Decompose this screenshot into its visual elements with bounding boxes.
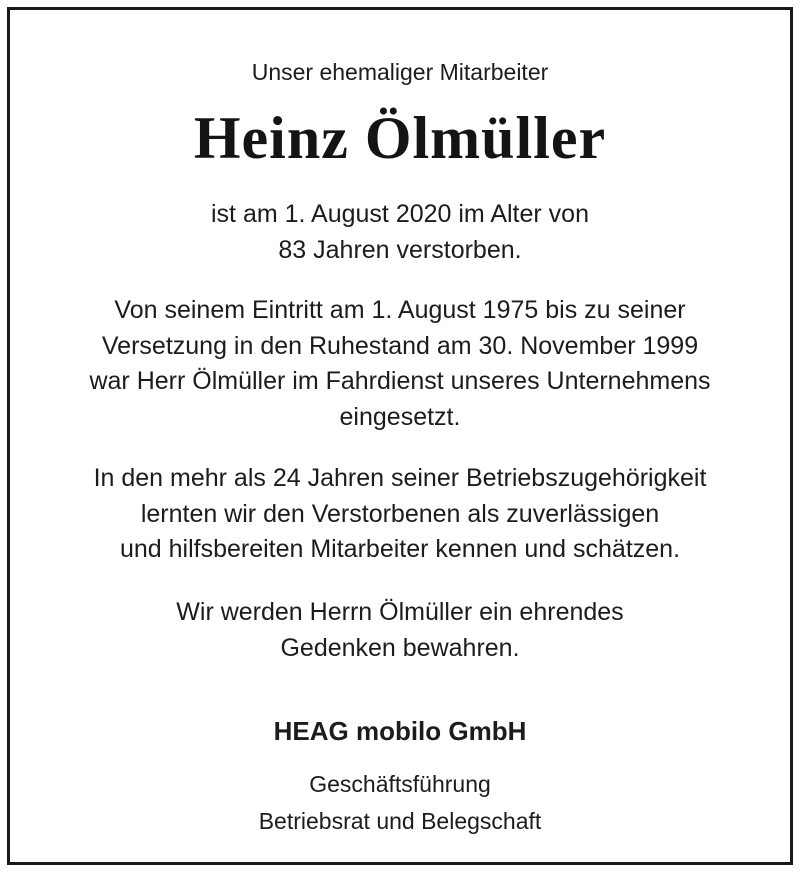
death-paragraph	[10, 197, 790, 268]
signatories	[10, 766, 790, 840]
death-line: ist am 1. August 2020 im Alter von	[211, 200, 589, 228]
tribute-paragraph	[10, 461, 790, 568]
company-name: HEAG mobilo GmbH	[273, 716, 527, 746]
career-line: war Herr Ölmüller im Fahrdienst unseres Unternehmens	[89, 367, 711, 395]
memory-line: Wir werden Herrn Ölmüller ein ehrendes	[176, 598, 624, 626]
career-line: Versetzung in den Ruhestand am 30. November 1999	[101, 331, 699, 360]
signatory-line: Betriebsrat und Belegschaft	[258, 808, 542, 834]
career-line: Von seinem Eintritt am 1. August 1975 bis zu seiner	[114, 296, 686, 324]
tribute-line: In den mehr als 24 Jahren seiner Betriebszugehörigkeit	[93, 464, 707, 492]
deceased-name: Heinz Ölmüller	[193, 105, 607, 171]
tribute-line: lernten wir den Verstorbenen als zuverlässigen	[140, 499, 660, 528]
obituary-frame	[7, 7, 793, 865]
memory-paragraph	[10, 595, 790, 666]
memory-line: Gedenken bewahren.	[280, 633, 520, 662]
death-line: 83 Jahren verstorben.	[278, 235, 522, 264]
signatory-line: Geschäftsführung	[309, 771, 491, 797]
career-paragraph	[10, 293, 790, 435]
tribute-line: und hilfsbereiten Mitarbeiter kennen und schätzen.	[119, 535, 681, 563]
career-line: eingesetzt.	[339, 402, 461, 431]
intro-text: Unser ehemaliger Mitarbeiter	[251, 59, 549, 85]
